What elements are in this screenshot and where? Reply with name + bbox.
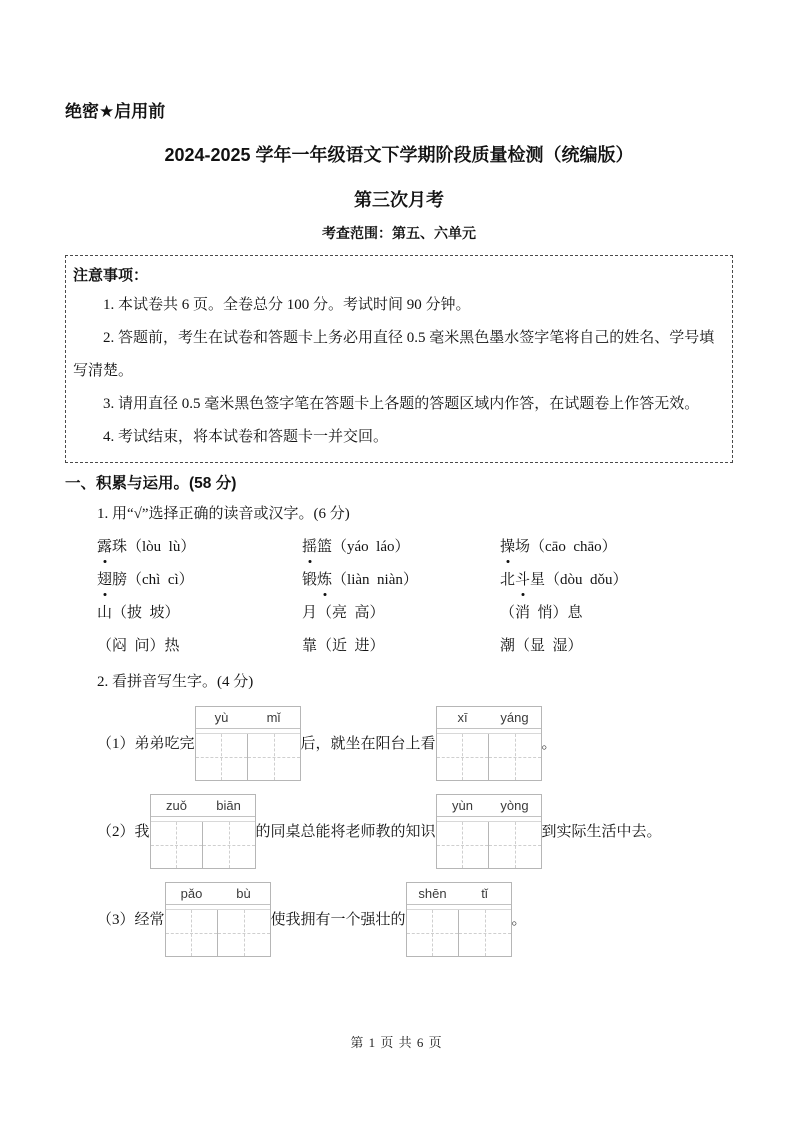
sentence-segment: （1）弟弟吃完 xyxy=(97,735,195,752)
classification-banner: 绝密★启用前 xyxy=(65,102,166,121)
writing-cell xyxy=(166,910,219,956)
pinyin-label: mǐ xyxy=(266,710,281,725)
word-choice: 锻炼（liàn niàn） xyxy=(302,569,500,591)
scope-line: 考查范围：第五、六单元 xyxy=(322,227,476,242)
pinyin-writing-row xyxy=(97,706,733,781)
word-choice: 操场（cāo chāo） xyxy=(500,536,733,558)
sentence-segment: 到实际生活中去。 xyxy=(541,823,662,840)
writing-cell xyxy=(151,822,204,868)
pinyin-label: yù xyxy=(214,710,229,725)
sentence-segment: （2）我 xyxy=(97,823,150,840)
pinyin-label-row xyxy=(196,707,300,729)
word-choice: （消 悄）息 xyxy=(500,605,583,621)
writing-row xyxy=(151,821,255,868)
word-choice: 潮（显 湿） xyxy=(500,638,583,654)
pinyin-writing-grid xyxy=(436,706,542,781)
section-heading: 一、积累与运用。(58 分) xyxy=(65,475,237,492)
pinyin-writing-grid xyxy=(195,706,301,781)
pinyin-writing-grid xyxy=(406,882,512,957)
word-choice: 山（披 坡） xyxy=(97,605,180,621)
writing-cell xyxy=(489,734,541,780)
writing-cell xyxy=(459,910,511,956)
sentence-segment: （3）经常 xyxy=(97,911,165,928)
writing-cell xyxy=(437,822,490,868)
notice-box xyxy=(65,255,733,463)
pinyin-label: bù xyxy=(236,886,251,901)
dotted-char: 摇 xyxy=(302,536,317,558)
question2-rows xyxy=(97,706,733,957)
dotted-char: 炼 xyxy=(317,569,332,591)
pinyin-label-row xyxy=(407,883,511,905)
word-choice: 摇篮（yáo láo） xyxy=(302,536,500,558)
writing-cell xyxy=(407,910,460,956)
writing-row xyxy=(407,909,511,956)
pinyin-label-row xyxy=(166,883,270,905)
pinyin-label: biān xyxy=(216,798,241,813)
pinyin-label: yòng xyxy=(500,798,529,813)
word-choice: （闷 问）热 xyxy=(97,638,180,654)
writing-row xyxy=(166,909,270,956)
pinyin-writing-grid xyxy=(436,794,542,869)
pinyin-writing-row xyxy=(97,794,733,869)
writing-cell xyxy=(248,734,300,780)
word-choice: 翅膀（chì cì） xyxy=(97,569,302,591)
question1-choice-grid xyxy=(97,536,733,657)
pinyin-label: zuǒ xyxy=(166,798,187,813)
pinyin-label: pǎo xyxy=(180,886,203,901)
word-choice: 月（亮 高） xyxy=(302,605,385,621)
pinyin-label-row xyxy=(437,707,541,729)
writing-cell xyxy=(203,822,255,868)
pinyin-label: xī xyxy=(457,710,468,725)
writing-cell xyxy=(218,910,270,956)
pinyin-label-row xyxy=(437,795,541,817)
pinyin-label: yùn xyxy=(452,798,474,813)
sentence-segment: 后，就坐在阳台上看 xyxy=(300,735,436,752)
pinyin-writing-row xyxy=(97,882,733,957)
dotted-char: 操 xyxy=(500,536,515,558)
dotted-char: 露 xyxy=(97,536,112,558)
dotted-char: 翅 xyxy=(97,569,112,591)
pinyin-label-row xyxy=(151,795,255,817)
pinyin-label: yáng xyxy=(500,710,529,725)
sentence-segment: 。 xyxy=(511,911,527,928)
exam-subtitle: 第三次月考 xyxy=(354,190,444,210)
notice-heading: 注意事项： xyxy=(73,267,149,284)
notice-item: 1. 本试卷共 6 页。全卷总分 100 分。考试时间 90 分钟。 xyxy=(103,297,471,313)
notice-item: 2. 答题前，考生在试卷和答题卡上务必用直径 0.5 毫米黑色墨水签字笔将自己的姓名、学号填写清楚。 xyxy=(73,330,715,379)
question2-label: 2. 看拼音写生字。(4 分) xyxy=(97,674,254,690)
notice-item: 4. 考试结束，将本试卷和答题卡一并交回。 xyxy=(103,429,389,445)
pinyin-writing-grid xyxy=(165,882,271,957)
writing-cell xyxy=(437,734,490,780)
writing-cell xyxy=(196,734,249,780)
page-footer: 第 1 页 共 6 页 xyxy=(350,1035,443,1050)
writing-row xyxy=(437,733,541,780)
dotted-char: 斗 xyxy=(515,569,530,591)
word-choice: 靠（近 进） xyxy=(302,638,385,654)
page-title: 2024-2025 学年一年级语文下学期阶段质量检测（统编版） xyxy=(164,145,634,165)
sentence-segment: 使我拥有一个强壮的 xyxy=(270,911,406,928)
writing-cell xyxy=(489,822,541,868)
writing-row xyxy=(196,733,300,780)
pinyin-writing-grid xyxy=(150,794,256,869)
sentence-segment: 。 xyxy=(541,735,557,752)
pinyin-label: shēn xyxy=(418,886,447,901)
writing-row xyxy=(437,821,541,868)
word-choice: 北斗星（dòu dǒu） xyxy=(500,569,733,591)
question1-label: 1. 用“√”选择正确的读音或汉字。(6 分) xyxy=(97,506,350,522)
pinyin-label: tǐ xyxy=(481,886,488,901)
sentence-segment: 的同桌总能将老师教的知识 xyxy=(255,823,436,840)
notice-item: 3. 请用直径 0.5 毫米黑色签字笔在答题卡上各题的答题区域内作答，在试题卷上作答无效。 xyxy=(103,396,700,412)
word-choice: 露珠（lòu lù） xyxy=(97,536,302,558)
